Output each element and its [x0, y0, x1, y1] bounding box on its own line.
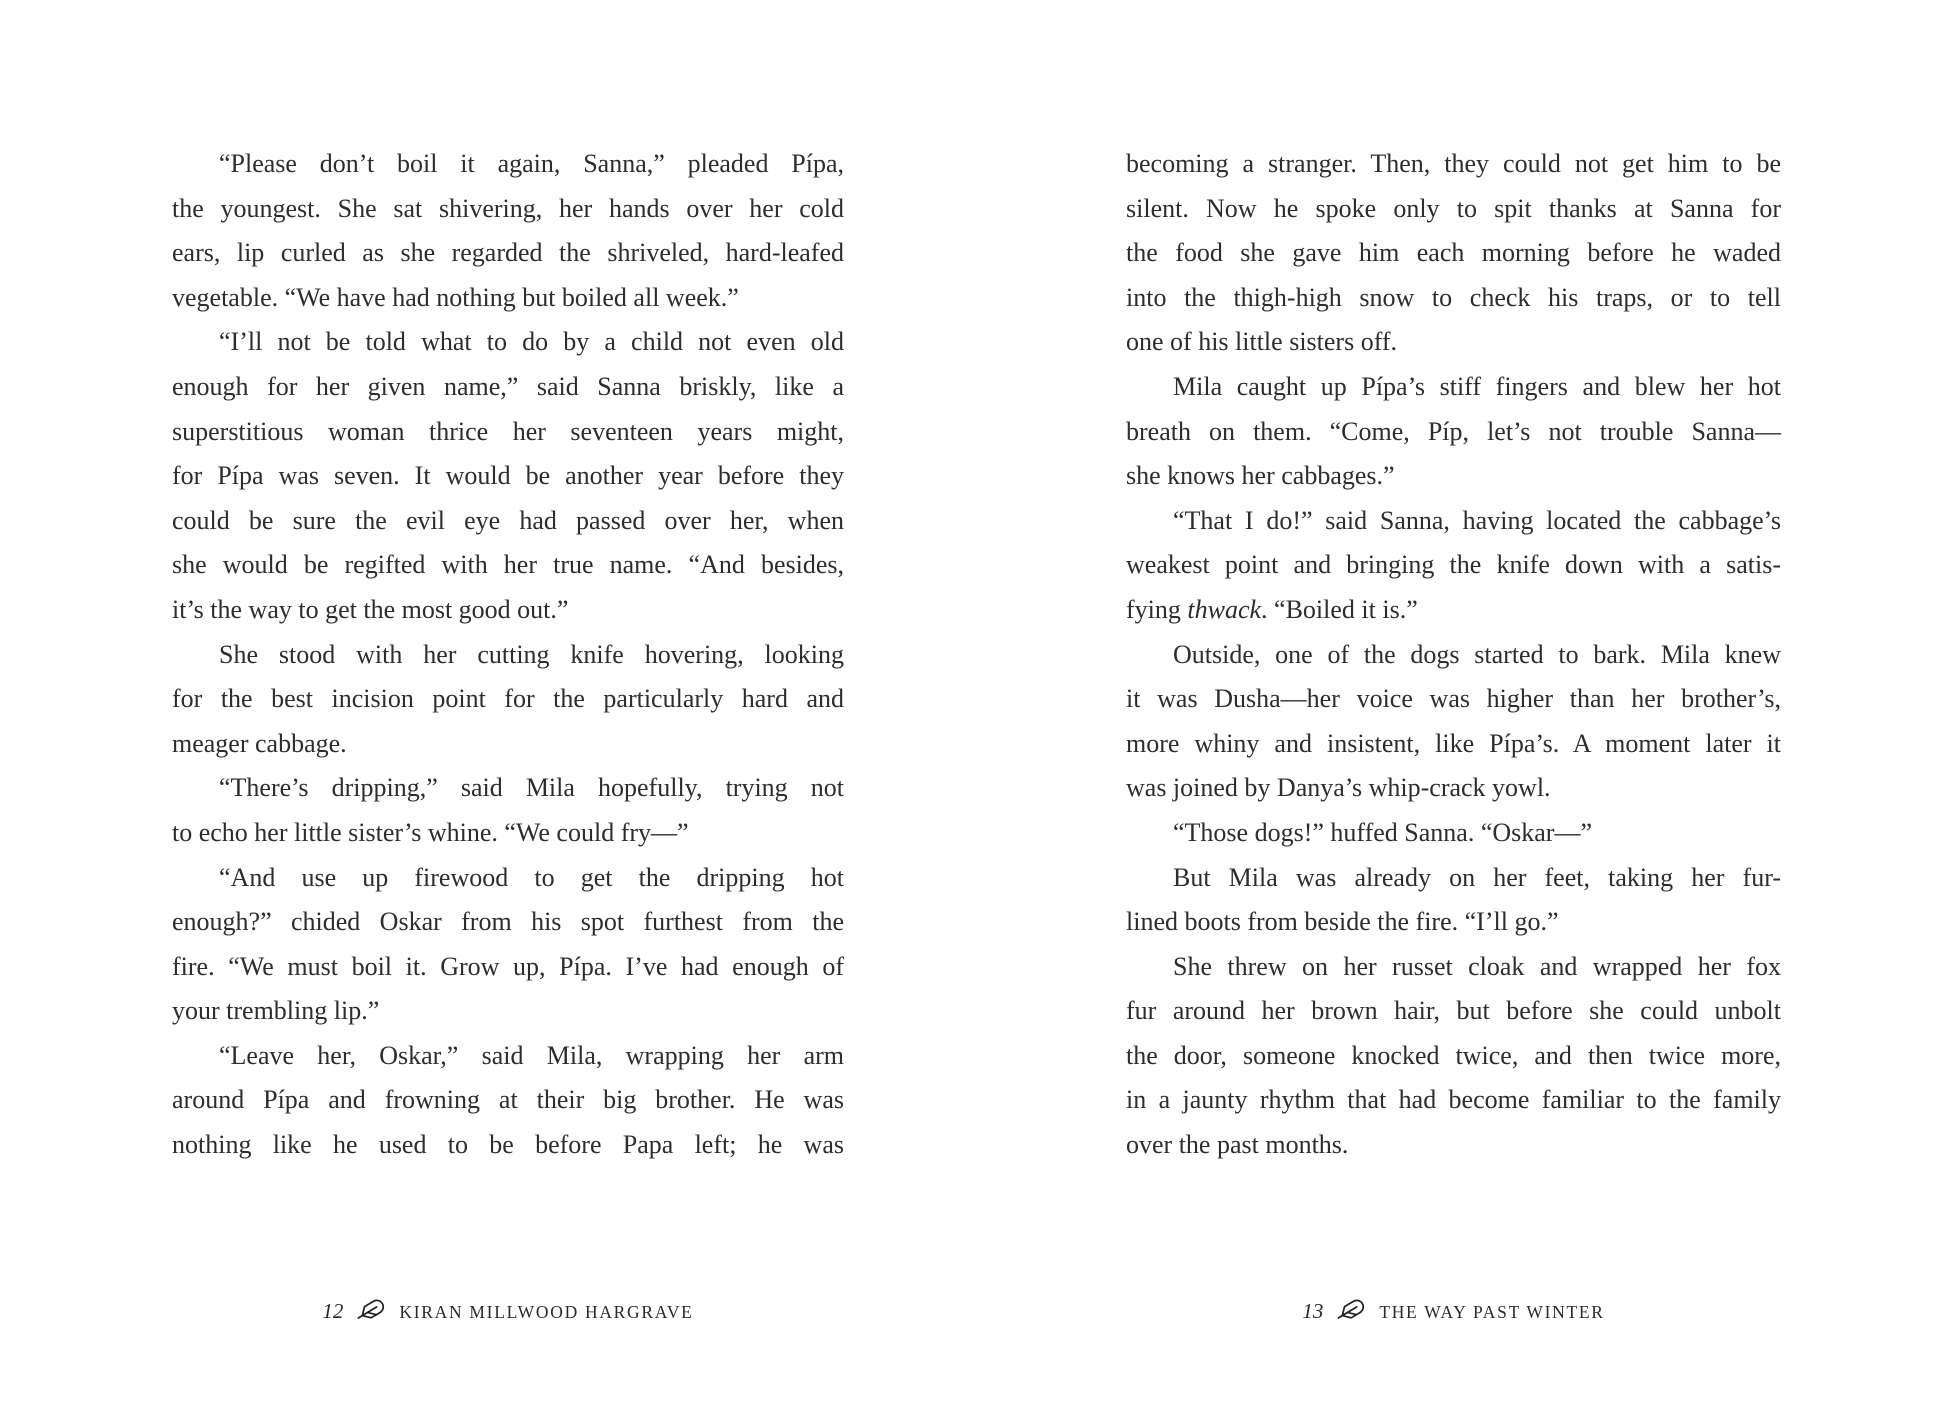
page-text-column — [172, 142, 844, 1168]
text-line: Mila caught up Pípa’s stiff fingers and blew her hot — [1173, 371, 1781, 401]
text-line: your trembling lip.” — [172, 996, 380, 1026]
text-line: breath on them. “Come, Píp, let’s not trouble Sanna— — [1126, 416, 1781, 446]
page-footer — [1126, 1297, 1781, 1327]
text-line: she knows her cabbages.” — [1126, 461, 1395, 491]
text-line: more whiny and insistent, like Pípa’s. A moment later it — [1126, 728, 1781, 758]
text-line: could be sure the evil eye had passed over her, when — [172, 505, 844, 535]
text-line: “Please don’t boil it again, Sanna,” pleaded Pípa, — [219, 149, 844, 178]
text-line: nothing like he used to be before Papa left; he was — [172, 1130, 844, 1160]
text-line: She threw on her russet cloak and wrapped her fox — [1173, 951, 1781, 981]
text-line: it’s the way to get the most good out.” — [172, 594, 569, 624]
text-line: She stood with her cutting knife hovering, looking — [219, 639, 844, 669]
running-footer-title: THE WAY PAST WINTER — [1379, 1301, 1605, 1322]
text-line: ears, lip curled as she regarded the shriveled, hard-leafed — [172, 238, 844, 268]
text-line: the food she gave him each morning before he waded — [1126, 238, 1781, 268]
text-line: silent. Now he spoke only to spit thanks at Sanna for — [1126, 193, 1781, 223]
text-line: over the past months. — [1126, 1130, 1349, 1160]
text-line: around Pípa and frowning at their big brother. He was — [172, 1085, 844, 1115]
text-line: into the thigh-high snow to check his traps, or to tell — [1126, 282, 1781, 312]
text-line: the youngest. She sat shivering, her hands over her cold — [172, 193, 844, 223]
page-footer — [172, 1297, 844, 1327]
text-line: to echo her little sister’s whine. “We could fry—” — [172, 817, 689, 847]
text-line: vegetable. “We have had nothing but boiled all week.” — [172, 282, 739, 312]
page-text-column — [1126, 142, 1781, 1168]
text-line: “And use up firewood to get the dripping hot — [219, 862, 844, 892]
page-number: 12 — [322, 1298, 344, 1323]
text-line: lined boots from beside the fire. “I’ll go.” — [1126, 907, 1559, 937]
text-line: one of his little sisters off. — [1126, 327, 1398, 357]
text-line: meager cabbage. — [172, 728, 347, 758]
text-line: in a jaunty rhythm that had become familiar to the family — [1126, 1085, 1781, 1115]
text-line: fur around her brown hair, but before she could unbolt — [1126, 996, 1781, 1026]
running-footer-author: KIRAN MILLWOOD HARGRAVE — [399, 1301, 694, 1322]
text-line: was joined by Danya’s whip-crack yowl. — [1126, 773, 1551, 803]
text-line: “There’s dripping,” said Mila hopefully, trying not — [219, 773, 844, 803]
feather-icon — [354, 1294, 389, 1326]
text-line: weakest point and bringing the knife down with a satis- — [1126, 550, 1781, 580]
text-line: superstitious woman thrice her seventeen years might, — [172, 416, 844, 446]
text-line: “Those dogs!” huffed Sanna. “Oskar—” — [1173, 817, 1592, 847]
text-line: it was Dusha—her voice was higher than her brother’s, — [1126, 684, 1781, 714]
text-line: she would be regifted with her true name. “And besides, — [172, 550, 844, 580]
text-line: But Mila was already on her feet, taking her fur- — [1173, 862, 1781, 892]
text-line: for Pípa was seven. It would be another year before they — [172, 461, 844, 491]
text-line: Outside, one of the dogs started to bark. Mila knew — [1173, 639, 1781, 669]
text-line: “I’ll not be told what to do by a child not even old — [219, 327, 844, 357]
page-number: 13 — [1302, 1298, 1324, 1323]
text-line: becoming a stranger. Then, they could not get him to be — [1126, 149, 1781, 178]
text-line: for the best incision point for the particularly hard and — [172, 684, 844, 714]
text-line: fire. “We must boil it. Grow up, Pípa. I’ve had enough of — [172, 951, 844, 981]
text-line: the door, someone knocked twice, and then twice more, — [1126, 1040, 1781, 1070]
text-line: enough for her given name,” said Sanna briskly, like a — [172, 371, 844, 401]
text-line: “Leave her, Oskar,” said Mila, wrapping her arm — [219, 1040, 844, 1070]
text-line: “That I do!” said Sanna, having located the cabbage’s — [1173, 505, 1781, 535]
text-line: enough?” chided Oskar from his spot furthest from the — [172, 907, 844, 937]
feather-icon — [1334, 1294, 1369, 1326]
text-line: fying thwack. “Boiled it is.” — [1126, 594, 1418, 624]
